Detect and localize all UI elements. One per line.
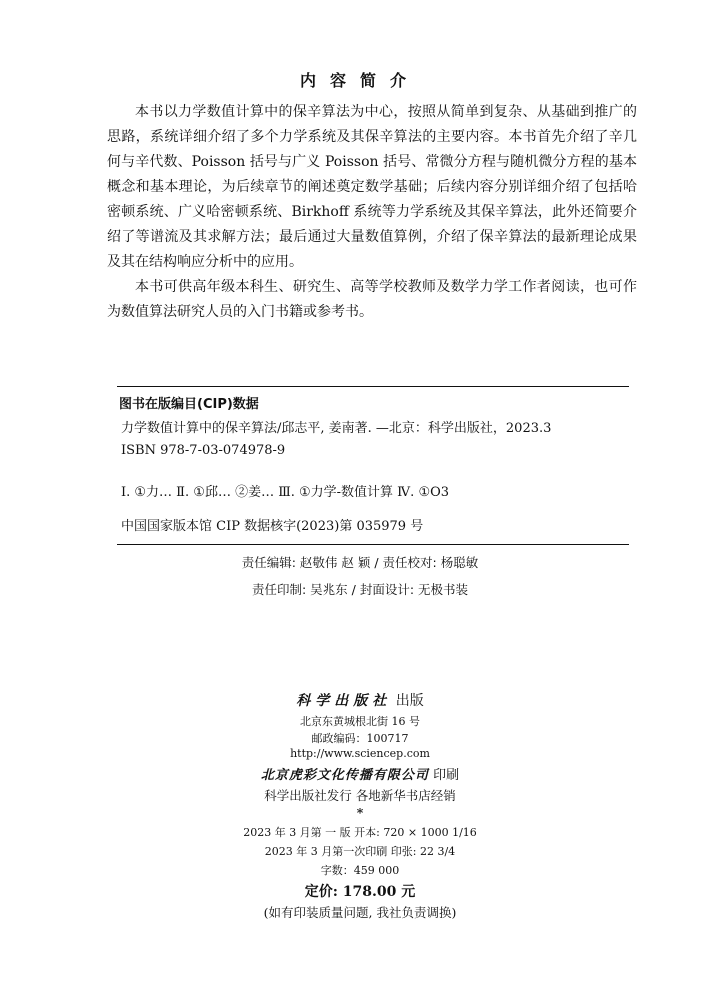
production-credits: 责任印制: 吴兆东 / 封面设计: 无极书装 — [251, 582, 469, 597]
price: 定价: 178.00 元 — [304, 884, 416, 900]
cip-library-number: 中国国家版本馆 CIP 数据核字(2023)第 035979 号 — [121, 519, 424, 534]
summary-title: 内容简介 — [299, 71, 420, 90]
editor-credits: 责任编辑: 赵敬伟 赵 颖 / 责任校对: 杨聪敏 — [241, 555, 479, 570]
distribution-line: 科学出版社发行 各地新华书店经销 — [264, 788, 456, 803]
printer-line — [0, 764, 720, 783]
cip-title-line: 力学数值计算中的保辛算法/邱志平, 姜南著. —北京：科学出版社，2023.3 — [121, 421, 552, 436]
cip-classification: Ⅰ. ①力… Ⅱ. ①邱… ②姜… Ⅲ. ①力学-数值计算 Ⅳ. ①O3 — [121, 485, 450, 500]
quality-note: (如有印装质量问题, 我社负责调换) — [263, 905, 457, 920]
edition-line: 2023 年 3 月第 一 版 开本: 720 × 1000 1/16 — [243, 826, 477, 839]
cip-data-box — [117, 386, 629, 545]
separator-asterisk: * — [356, 805, 364, 820]
publisher-line — [0, 690, 720, 710]
printing-line: 2023 年 3 月第一次印刷 印张: 22 3/4 — [264, 845, 456, 858]
publisher-suffix: 出版 — [395, 693, 424, 709]
publisher-address: 北京东黄城根北街 16 号 — [300, 715, 420, 728]
cip-isbn: ISBN 978-7-03-074978-9 — [121, 443, 286, 458]
printer-brand: 北京虎彩文化传播有限公司 — [260, 768, 429, 783]
printer-suffix: 印刷 — [433, 768, 460, 783]
postcode: 邮政编码：100717 — [311, 732, 409, 745]
publisher-brand: 科学出版社 — [296, 693, 392, 709]
cip-heading: 图书在版编目(CIP)数据 — [119, 397, 259, 412]
summary-body — [107, 100, 637, 325]
summary-paragraph: 本书可供高年级本科生、研究生、高等学校教师及数学力学工作者阅读，也可作为数值算法研究人员的入门书籍或参考书。 — [107, 279, 637, 320]
word-count: 字数：459 000 — [320, 864, 400, 877]
website: http://www.sciencep.com — [290, 747, 430, 760]
summary-paragraph: 本书以力学数值计算中的保辛算法为中心，按照从简单到复杂、从基础到推广的思路，系统详细介绍了多个力学系统及其保辛算法的主要内容。本书首先介绍了辛几何与辛代数、Poisson 括号与广义 Poisson 括号、常微分方程与随机微分方程的基本概念和基本理论，为后续章节的阐述奠定数学基础；后续内容分别详细介绍了包括哈密顿系统、广义哈密顿系统、Birkhoff 系统等力学系统及其保辛算法，此外还简要介绍了等谱流及其求解方法；最后通过大量数值算例，介绍了保辛算法的最新理论成果及其在结构响应分析中的应用。 — [107, 104, 637, 270]
